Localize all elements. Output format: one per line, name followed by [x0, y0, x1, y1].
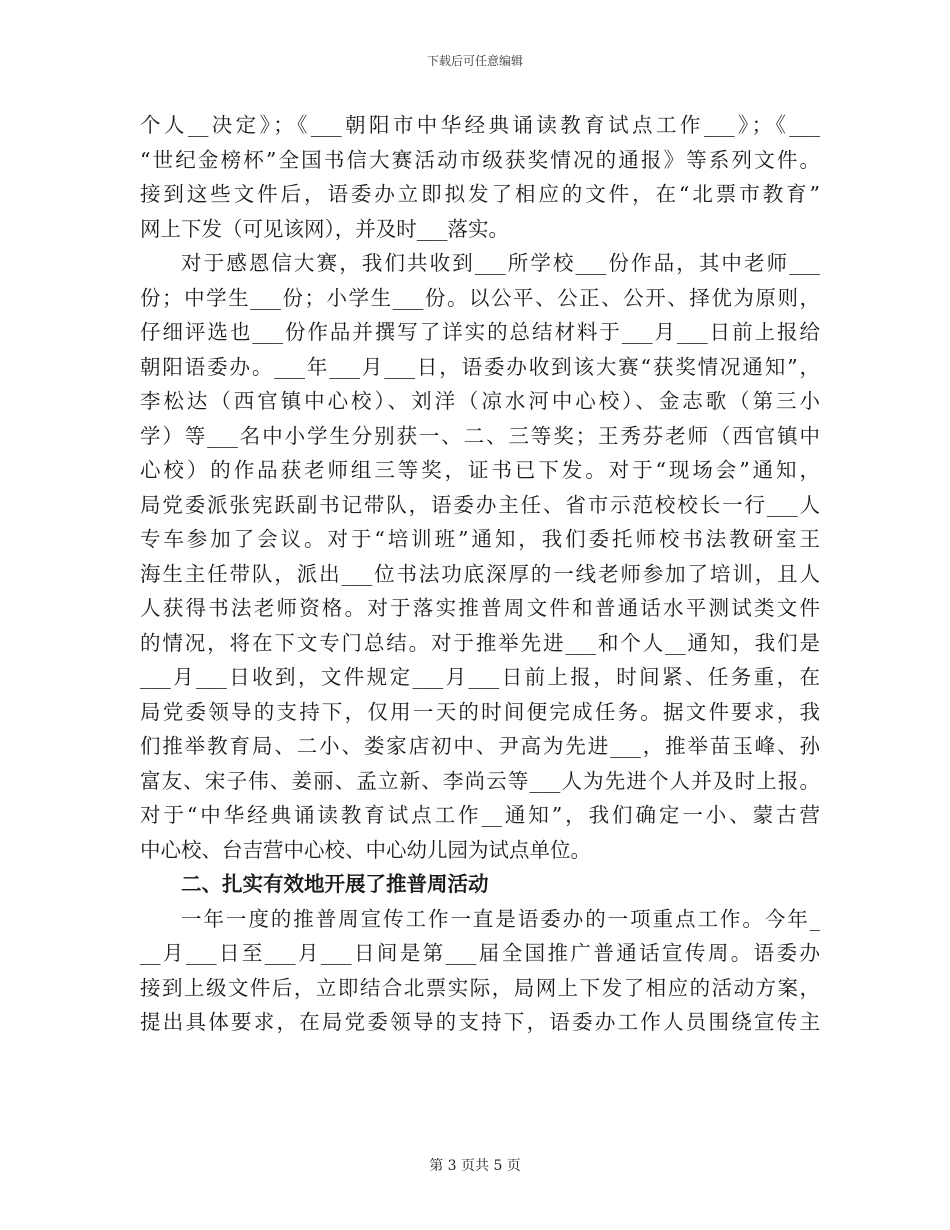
text-line: 学）等___名中小学生分别获一、二、三等奖；王秀芬老师（西官镇中: [140, 423, 820, 448]
text-line: 人获得书法老师资格。对于落实推普周文件和普通话水平测试类文件: [140, 596, 820, 620]
text-line: 李松达（西官镇中心校）、刘洋（凉水河中心校）、金志歌（第三小: [140, 389, 820, 413]
text-line: 接到上级文件后，立即结合北票实际，局网上下发了相应的活动方案，: [140, 975, 820, 1000]
text-line: 的情况，将在下文专门总结。对于推举先进___和个人__通知，我们是: [140, 630, 820, 655]
text-line: 心校）的作品获老师组三等奖，证书已下发。对于“现场会”通知，: [140, 458, 820, 482]
text-line: 个人__决定》；《___朝阳市中华经典诵读教育试点工作___》；《___: [140, 113, 820, 137]
text-line: __月___日至___月___日间是第___届全国推广普通话宣传周。语委办: [140, 941, 820, 965]
text-line: 份；中学生___份；小学生___份。以公平、公正、公开、择优为原则，: [140, 285, 820, 310]
text-line: “世纪金榜杯”全国书信大赛活动市级获奖情况的通报》等系列文件。: [140, 147, 820, 172]
text-line: 专车参加了会议。对于“培训班”通知，我们委托师校书法教研室王: [140, 527, 820, 551]
text-line: ___月___日收到，文件规定___月___日前上报，时间紧、任务重，在: [140, 665, 820, 689]
text-line: 中心校、台吉营中心校、中心幼儿园为试点单位。: [140, 837, 591, 862]
text-line: 富友、宋子伟、姜丽、孟立新、李尚云等___人为先进个人并及时上报。: [140, 768, 820, 793]
page-header: 下载后可任意编辑: [426, 54, 523, 68]
text-line: 网上下发（可见该网），并及时___落实。: [140, 216, 509, 241]
text-line: 们推举教育局、二小、娄家店初中、尹高为先进___，推举苗玉峰、孙: [140, 734, 820, 758]
section-heading: 二、扎实有效地开展了推普周活动: [181, 872, 489, 896]
text-line: 局党委领导的支持下，仅用一天的时间便完成任务。据文件要求，我: [140, 699, 820, 724]
document-body: [140, 108, 820, 1040]
text-line: 海生主任带队，派出___位书法功底深厚的一线老师参加了培训，且人: [140, 561, 820, 586]
text-line: 对于“中华经典诵读教育试点工作__通知”，我们确定一小、蒙古营: [140, 803, 820, 827]
text-line: 朝阳语委办。___年___月___日，语委办收到该大赛“获奖情况通知”，: [140, 354, 820, 379]
text-line: 仔细评选也___份作品并撰写了详实的总结材料于___月___日前上报给: [140, 320, 820, 344]
text-line: 接到这些文件后，语委办立即拟发了相应的文件，在“北票市教育”: [140, 182, 820, 206]
text-line: 局党委派张宪跃副书记带队，语委办主任、省市示范校校长一行___人: [140, 492, 820, 517]
text-line: 对于感恩信大赛，我们共收到___所学校___份作品，其中老师___: [181, 251, 820, 275]
page-footer: 第 3 页共 5 页: [429, 1158, 521, 1174]
text-line: 提出具体要求，在局党委领导的支持下，语委办工作人员围绕宣传主: [140, 1010, 820, 1034]
text-line: 一年一度的推普周宣传工作一直是语委办的一项重点工作。今年_: [181, 906, 820, 931]
